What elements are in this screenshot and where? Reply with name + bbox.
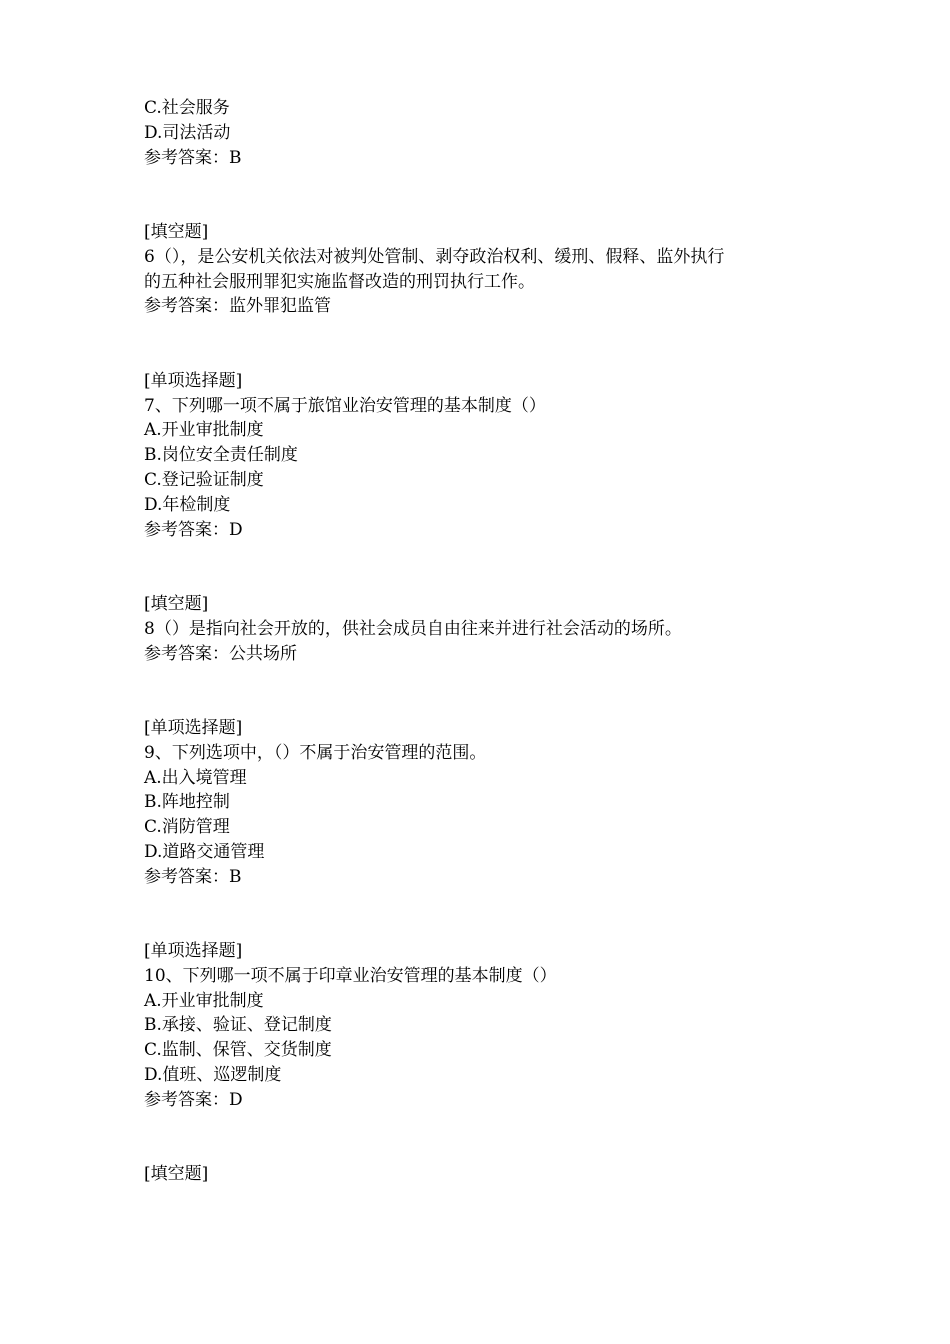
option-d: D.年检制度 xyxy=(144,494,231,515)
question-8-block xyxy=(144,592,824,666)
option-b: B.岗位安全责任制度 xyxy=(144,445,298,466)
spacer xyxy=(144,319,824,369)
question-stem-line: 7、下列哪一项不属于旅馆业治安管理的基本制度（） xyxy=(144,395,546,416)
option-d: D.道路交通管理 xyxy=(144,841,265,862)
option-a: A.出入境管理 xyxy=(144,767,247,788)
option-c: C.登记验证制度 xyxy=(144,469,264,490)
option-b: B.承接、验证、登记制度 xyxy=(144,1015,332,1036)
spacer xyxy=(144,1113,824,1163)
question-9-block xyxy=(144,716,824,890)
answer-line: 参考答案：公共场所 xyxy=(144,643,297,664)
trailing-question-block xyxy=(144,1162,824,1187)
spacer xyxy=(144,890,824,940)
answer-line: 参考答案：B xyxy=(144,147,242,168)
question-stem-line: 8（）是指向社会开放的，供社会成员自由往来并进行社会活动的场所。 xyxy=(144,618,682,639)
option-b: B.阵地控制 xyxy=(144,792,230,813)
option-a: A.开业审批制度 xyxy=(144,420,264,441)
question-10-block xyxy=(144,939,824,1113)
option-a: A.开业审批制度 xyxy=(144,990,264,1011)
option-d: D.值班、巡逻制度 xyxy=(144,1065,282,1086)
question-type: [单项选择题] xyxy=(144,717,243,738)
question-stem-line: 的五种社会服刑罪犯实施监督改造的刑罚执行工作。 xyxy=(144,271,535,292)
option-d: D.司法活动 xyxy=(144,122,231,143)
question-6-block xyxy=(144,220,824,319)
answer-line: 参考答案：B xyxy=(144,866,242,887)
option-c: C.社会服务 xyxy=(144,98,230,118)
question-stem-line: 10、下列哪一项不属于印章业治安管理的基本制度（） xyxy=(144,965,557,986)
question-type: [单项选择题] xyxy=(144,941,243,962)
question-stem-line: 6（），是公安机关依法对被判处管制、剥夺政治权利、缓刑、假释、监外执行 xyxy=(144,246,725,267)
option-c: C.监制、保管、交货制度 xyxy=(144,1040,332,1061)
spacer xyxy=(144,542,824,592)
prev-question-block xyxy=(144,96,824,170)
answer-line: 参考答案：监外罪犯监管 xyxy=(144,296,331,317)
question-stem-line: 9、下列选项中，（）不属于治安管理的范围。 xyxy=(144,742,487,763)
option-c: C.消防管理 xyxy=(144,817,230,838)
spacer xyxy=(144,666,824,716)
question-7-block xyxy=(144,369,824,543)
document-page xyxy=(144,96,824,1187)
spacer xyxy=(144,170,824,220)
answer-line: 参考答案：D xyxy=(144,519,243,540)
answer-line: 参考答案：D xyxy=(144,1089,243,1110)
question-type: [单项选择题] xyxy=(144,370,243,391)
question-type: [填空题] xyxy=(144,221,209,242)
question-type: [填空题] xyxy=(144,1164,209,1185)
question-type: [填空题] xyxy=(144,593,209,614)
